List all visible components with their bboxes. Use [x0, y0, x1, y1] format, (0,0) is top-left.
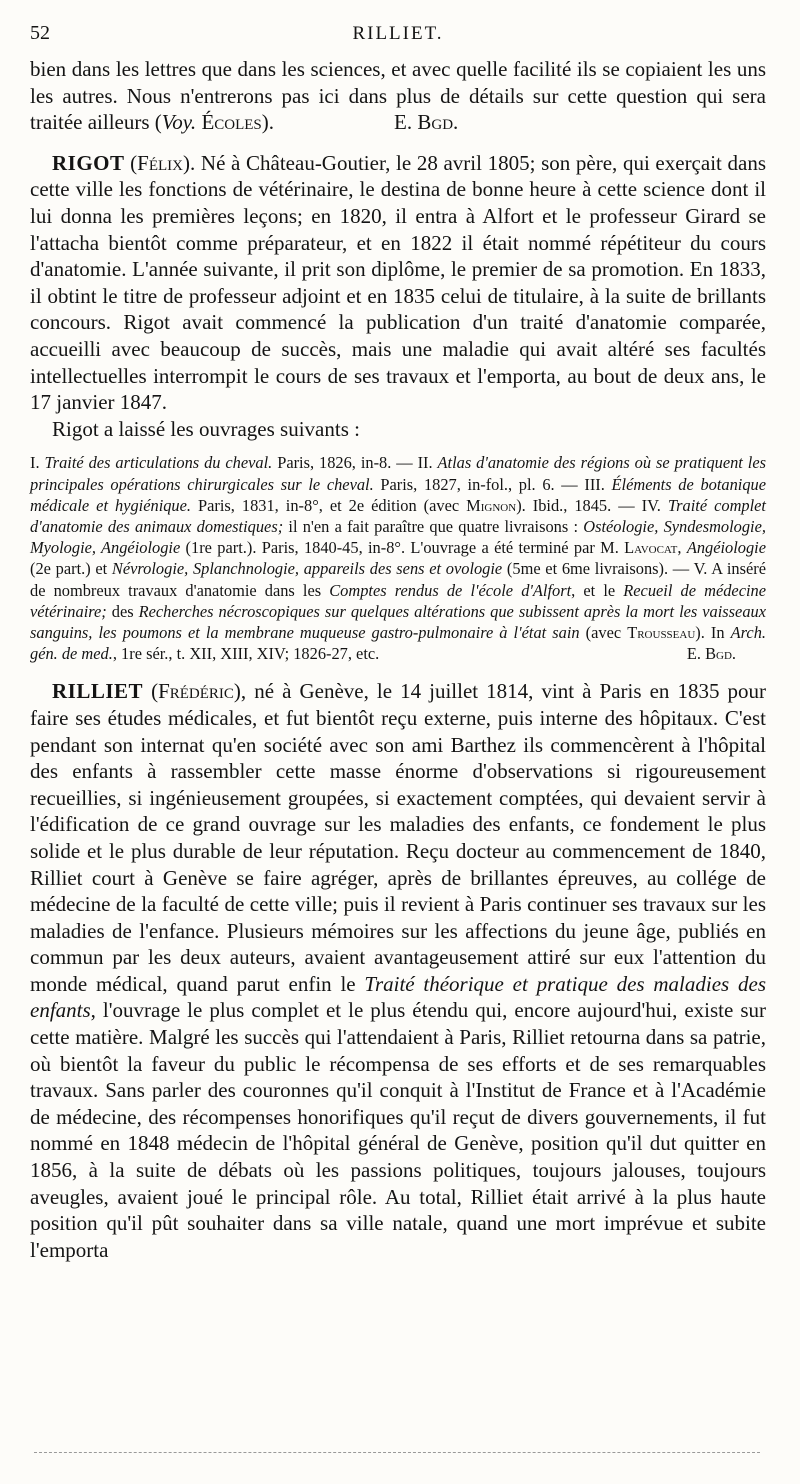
rilliet-book-title: Traité théorique et pratique des maladies des enfants — [30, 971, 766, 1023]
entry-rilliet — [30, 678, 766, 1263]
biblio-seg: des — [106, 601, 139, 621]
biblio-seg: , — [677, 538, 687, 558]
rigot-headword: RIGOT — [52, 150, 125, 175]
rilliet-text-1a: né à Genève, le 14 juillet 1814, vint à Paris en 1835 pour faire ses études médicales, et fut bientôt reçu externe, puis interne des hôpitaux. C'est pendant son internat qu'en société avec son ami Barthez ils commencèrent à l'hôpital des enfants à rassembler cette masse énorme d'observations si rigoureusement recueillies, si ingénieusement groupées, si exactement comptées, qui devaient servir à l'édification de ce grand ouvrage sur les maladies des enfants, ce fondement le plus solide et le plus durable de leur réputation. Reçu docteur au commencement de 1840, Rilliet court à Genève se faire agréger, après de brillantes épreuves, au collége de médecine de la faculté de cette ville; puis il revient à Paris continuer ses travaux sur les maladies de l'enfance. Plusieurs mémoires sur les affections du jeune âge, publiés en commun par les deux auteurs, avaient avantageusement attiré sur eux l'attention du monde médical, quand parut enfin le — [30, 679, 766, 996]
biblio-title: Recherches nécroscopiques sur quelques altérations que subissent après la mort les vaisseaux sanguins, les poumons et la membrane muqueuse gastro-pulmonaire à l'état sain — [30, 601, 767, 642]
biblio-seg: , 1re sér., t. XII, XIII, XIV; 1826-27, etc. — [112, 644, 380, 664]
biblio-seg: (2e part.) et — [30, 559, 112, 579]
biblio-title: Ostéologie, Syndesmologie, Myologie, Angéiologie — [30, 516, 766, 558]
biblio-seg: Paris, 1826, in-8. — II. — [272, 453, 438, 473]
rigot-bibliography — [30, 452, 766, 664]
biblio-title: Atlas d'anatomie des régions où se pratiquent les principales opérations chirurgicales sur le cheval. — [30, 453, 767, 494]
biblio-title: Éléments de botanique médicale et hygiénique. — [30, 474, 766, 515]
entry-rigot — [30, 150, 766, 665]
biblio-seg: (avec — [579, 622, 628, 642]
biblio-seg: ). Ibid., 1845. — IV. — [516, 495, 668, 515]
continuation-text: bien dans les lettres que dans les sciences, et avec quelle facilité ils se copiaient les uns les autres. Nous n'entrerons pas ici dans plus de détails sur cette question qui sera traitée ailleurs ( — [30, 57, 766, 135]
biblio-seg: ). In — [695, 622, 731, 642]
running-head: RILLIET. — [352, 23, 444, 44]
continuation-ref-close: ). — [261, 110, 275, 135]
continuation-signature: E. Bgd. — [394, 110, 459, 135]
bottom-rule — [34, 1452, 760, 1453]
biblio-title: Traité complet d'anatomie des animaux domestiques; — [30, 495, 766, 536]
biblio-title: Angéiologie — [686, 538, 767, 558]
biblio-title: Recueil de médecine vétérinaire; — [30, 580, 766, 621]
rilliet-firstname: (Frédéric), — [151, 679, 247, 704]
rilliet-headword: RILLIET — [52, 679, 144, 704]
biblio-seg: Paris, 1827, in-fol., pl. 6. — III. — [373, 474, 612, 494]
biblio-author: Lavocat — [624, 538, 678, 558]
page-header — [30, 22, 766, 52]
biblio-author: Trousseau — [627, 622, 696, 642]
biblio-title: Névrologie, Splanchnologie, appareils des sens et ovologie — [111, 559, 503, 579]
rigot-text-2: Rigot a laissé les ouvrages suivants : — [52, 416, 360, 441]
rigot-paragraph-2 — [30, 416, 766, 443]
rigot-signature: E. Bgd. — [686, 644, 736, 664]
biblio-seg: (5me et 6me livraisons). — V. A inséré de nombreux travaux d'anatomie dans les — [30, 559, 766, 600]
biblio-seg: Paris, 1831, in-8°, et 2e édition (avec — [191, 495, 467, 515]
page-number: 52 — [30, 22, 50, 44]
rigot-firstname: (Félix). — [130, 150, 196, 175]
biblio-author: Mignon — [466, 495, 517, 515]
rigot-paragraph-1 — [30, 150, 766, 416]
biblio-seg: , et le — [571, 580, 624, 600]
rigot-text-1: Né à Château-Goutier, le 28 avril 1805; son père, qui exerçait dans cette ville les fonctions de vétérinaire, le destina de bonne heure à cette science dont il lui donna les premières leçons; en 1820, il entra à Alfort et le professeur Girard se l'attacha bientôt comme préparateur, et en 1822 il était nommé répétiteur du cours d'anatomie. L'année suivante, il prit son diplôme, le premier de sa promotion. En 1833, il obtint le titre de professeur adjoint et en 1835 celui de titulaire, à la suite de brillants concours. Rigot avait commencé la publication d'un traité d'anatomie comparée, accueilli avec beaucoup de succès, mais une maladie qui avait altéré ses facultés intellectuelles interrompit le cours de ses travaux et l'emporta, au bout de deux ans, le 17 janvier 1847. — [30, 150, 767, 415]
continuation-ref-target: Écoles — [201, 110, 262, 135]
continuation-paragraph — [30, 56, 766, 136]
biblio-title: Traité des articulations du cheval. — [44, 453, 273, 473]
biblio-seg: I. — [30, 453, 45, 473]
biblio-title: Arch. gén. de med. — [30, 622, 766, 664]
biblio-seg: il n'en a fait paraître que quatre livraisons : — [283, 516, 584, 536]
biblio-title: Comptes rendus de l'école d'Alfort — [329, 580, 572, 600]
rilliet-paragraph-1 — [30, 678, 766, 1263]
rilliet-text-1b: , l'ouvrage le plus complet et le plus étendu qui, encore aujourd'hui, existe sur cette matière. Malgré les succès qui l'attendaient à Paris, Rilliet retourna dans sa patrie, où bientôt la faveur du public le récompensa de ses efforts et de ses remarquables travaux. Sans parler des couronnes qu'il conquit à l'Institut de France et à l'Académie de médecine, des récompenses honorifiques qu'il reçut de divers gouvernements, il fut nommé en 1848 médecin de l'hôpital général de Genève, position qu'il dut quitter en 1856, à la suite de débats où les passions politiques, toujours jalouses, toujours aveugles, avaient joué le principal rôle. Au total, Rilliet était arrivé à la plus haute position qu'il pût souhaiter dans sa ville natale, quand une mort imprévue et subite l'emporta — [30, 998, 766, 1262]
continuation-ref-italic: Voy. — [161, 110, 197, 135]
biblio-seg: (1re part.). Paris, 1840-45, in-8°. L'ouvrage a été terminé par M. — [180, 538, 625, 558]
